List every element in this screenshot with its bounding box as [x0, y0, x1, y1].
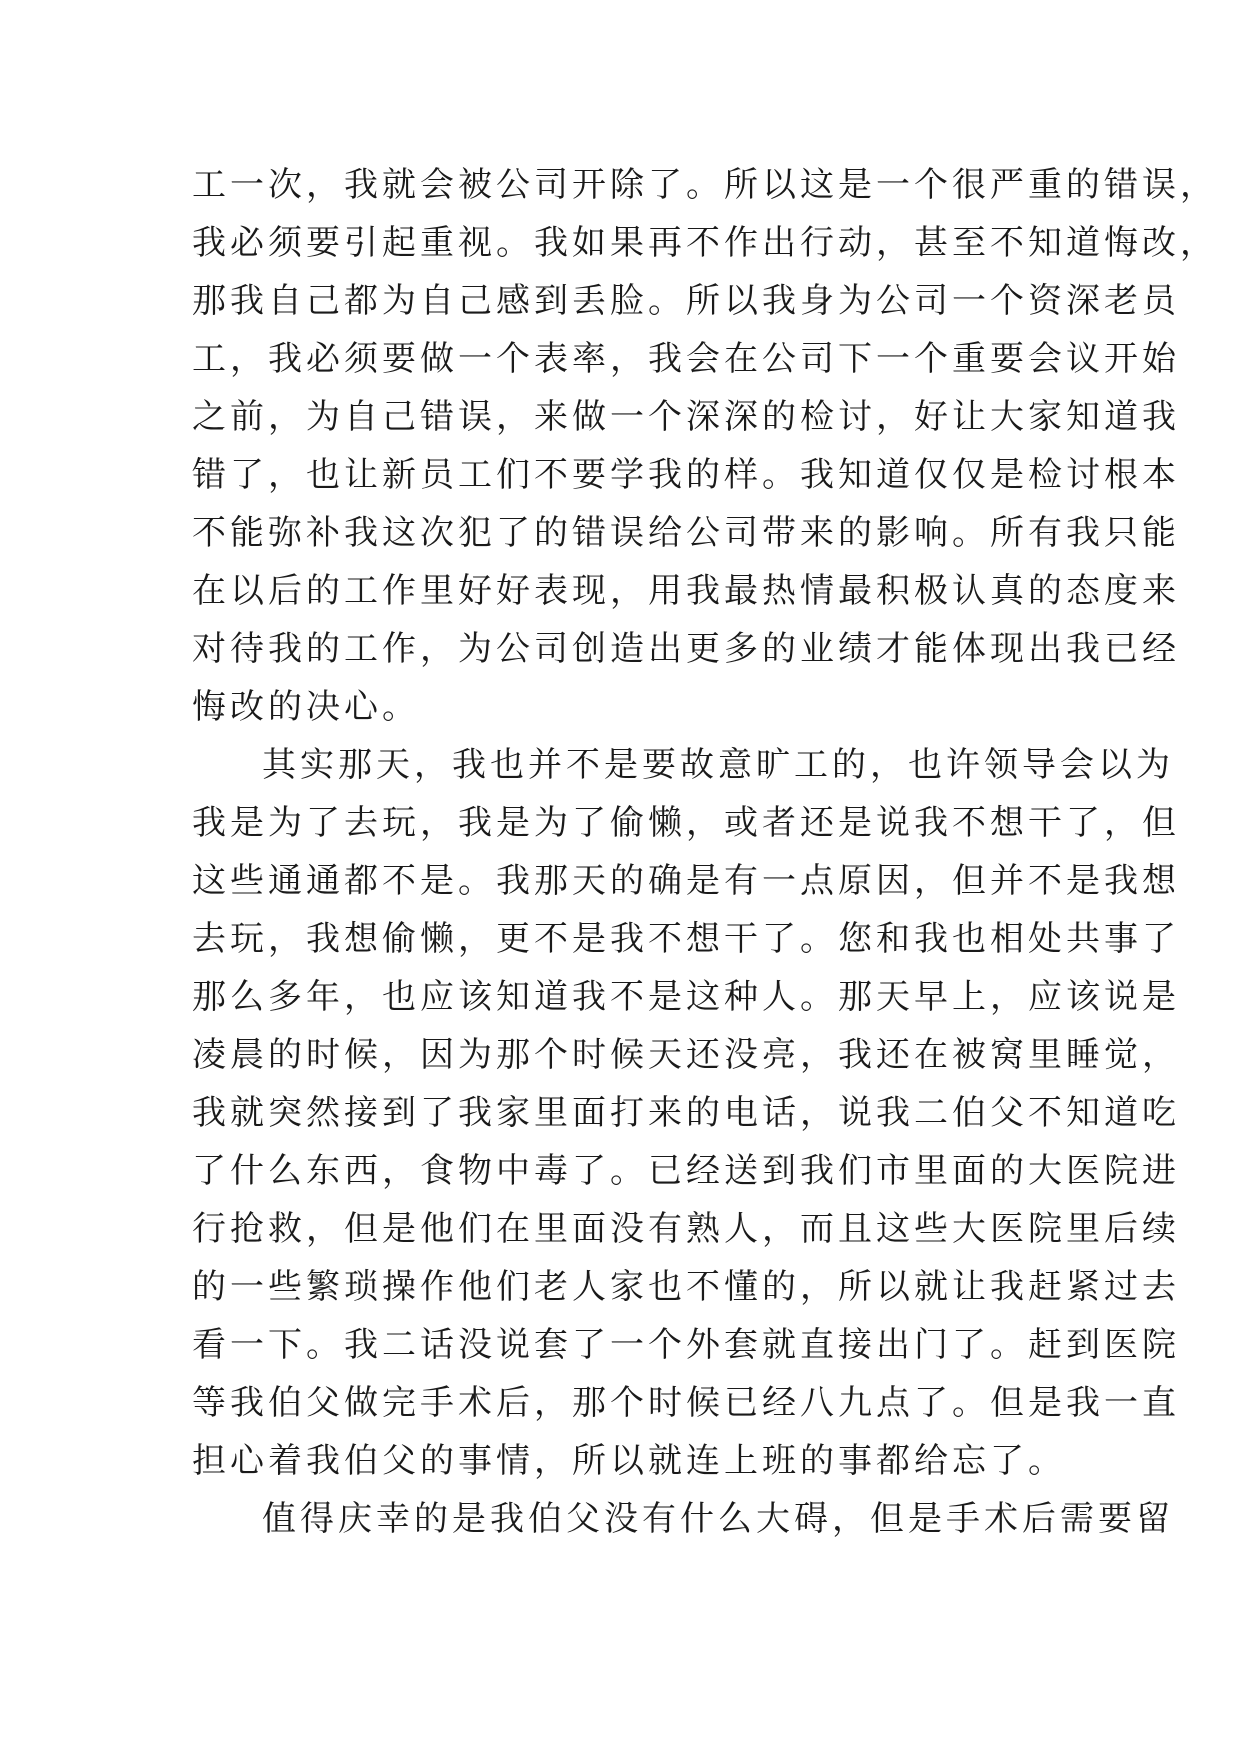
text-line: 不能弥补我这次犯了的错误给公司带来的影响。所有我只能 — [192, 513, 1180, 553]
text-line: 对待我的工作，为公司创造出更多的业绩才能体现出我已经 — [192, 629, 1180, 669]
text-line: 了什么东西，食物中毒了。已经送到我们市里面的大医院进 — [192, 1151, 1180, 1191]
paragraph-start-line: 值得庆幸的是我伯父没有什么大碍，但是手术后需要留 — [262, 1499, 1174, 1539]
body-text — [192, 156, 1218, 1548]
text-line: 去玩，我想偷懒，更不是我不想干了。您和我也相处共事了 — [192, 919, 1180, 959]
text-line: 工，我必须要做一个表率，我会在公司下一个重要会议开始 — [192, 339, 1180, 379]
text-line: 在以后的工作里好好表现，用我最热情最积极认真的态度来 — [192, 571, 1180, 611]
text-line: 担心着我伯父的事情，所以就连上班的事都给忘了。 — [192, 1441, 1066, 1481]
text-line: 错了，也让新员工们不要学我的样。我知道仅仅是检讨根本 — [192, 455, 1180, 495]
text-line: 的一些繁琐操作他们老人家也不懂的，所以就让我赶紧过去 — [192, 1267, 1180, 1307]
text-line: 我必须要引起重视。我如果再不作出行动，甚至不知道悔改， — [192, 223, 1218, 263]
text-line: 等我伯父做完手术后，那个时候已经八九点了。但是我一直 — [192, 1383, 1180, 1423]
text-line: 那我自己都为自己感到丢脸。所以我身为公司一个资深老员 — [192, 281, 1180, 321]
text-line: 这些通通都不是。我那天的确是有一点原因，但并不是我想 — [192, 861, 1180, 901]
text-line: 我是为了去玩，我是为了偷懒，或者还是说我不想干了，但 — [192, 803, 1180, 843]
text-line: 工一次，我就会被公司开除了。所以这是一个很严重的错误， — [192, 165, 1218, 205]
text-line: 凌晨的时候，因为那个时候天还没亮，我还在被窝里睡觉， — [192, 1035, 1180, 1075]
text-line: 我就突然接到了我家里面打来的电话，说我二伯父不知道吃 — [192, 1093, 1180, 1133]
text-line: 看一下。我二话没说套了一个外套就直接出门了。赶到医院 — [192, 1325, 1180, 1365]
text-line: 悔改的决心。 — [192, 687, 420, 727]
text-line: 之前，为自己错误，来做一个深深的检讨，好让大家知道我 — [192, 397, 1180, 437]
text-line: 那么多年，也应该知道我不是这种人。那天早上，应该说是 — [192, 977, 1180, 1017]
text-line: 行抢救，但是他们在里面没有熟人，而且这些大医院里后续 — [192, 1209, 1180, 1249]
paragraph-start-line: 其实那天，我也并不是要故意旷工的，也许领导会以为 — [262, 745, 1174, 785]
